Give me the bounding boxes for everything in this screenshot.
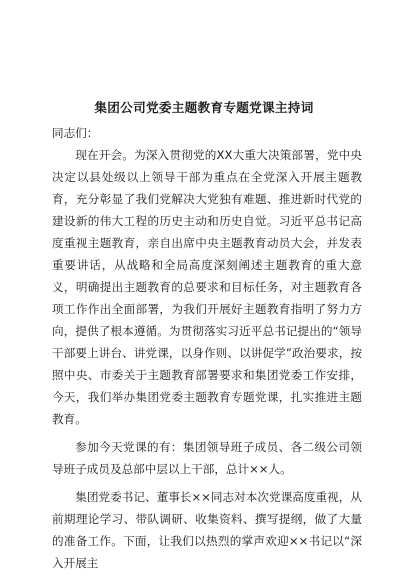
salutation: 同志们： <box>52 126 99 140</box>
document-body <box>52 122 362 574</box>
paragraph-opening: 现在开会。为深入贯彻党的XX大重大决策部署，党中央决定以县处级以上领导干部为重点在全党深入开展主题教育，充分彰显了我们党解决大党独有难题、推进新时代党的建设新的伟大工程的历史主动和历史自觉。习近平总书记高度重视主题教育，亲自出席中央主题教育动员大会，并发表重要讲话，从战略和全局高度深刻阐述主题教育的重大意义，明确提出主题教育的总要求和目标任务，对主题教育各项工作作出全面部署，为我们开展好主题教育指明了努力方向，提供了根本遵循。为贯彻落实习近平总书记提出的“领导干部要上讲台、讲党课，以身作则、以讲促学”政治要求，按照中央、市委关于主题教育部署要求和集团党委工作安排，今天，我们举办集团党委主题教育专题党课，扎实推进主题教育。 <box>52 148 362 426</box>
paragraph-attendees: 参加今天党课的有：集团领导班子成员、各二级公司领导班子成员及总部中层以上干部，总计××人。 <box>52 440 362 476</box>
document-title: 集团公司党委主题教育专题党课主持词 <box>94 100 314 115</box>
paragraph-introduction: 集团党委书记、董事长××同志对本次党课高度重视，从前期理论学习、带队调研、收集资料、撰写提纲，做了大量的准备工作。下面，让我们以热烈的掌声欢迎××书记以“深入开展主 <box>52 490 362 570</box>
